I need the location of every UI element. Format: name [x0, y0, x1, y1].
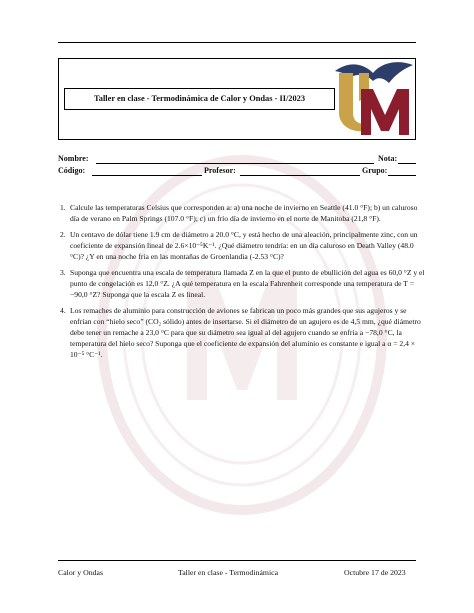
- professor-label: Profesor:: [204, 166, 236, 175]
- question-item: [60, 229, 426, 262]
- group-label: Grupo:: [362, 166, 388, 175]
- footer-rule: [58, 560, 416, 561]
- question-number: 1.: [60, 203, 66, 212]
- question-text: Los remaches de aluminio para construcción de aviones se fabrican un poco más grandes que sus agujeros y se enfrían con “hielo seco” (CO₂ sólido) antes de insertarse. Si el diámetro de un agujero es de 4,5 mm, ¿qué diámetro debe tener un remache a 23,0 °C para que su diámetro sea igual al del agujero cuando se enfría a −78,0 °C, la temperatura del hielo seco? Suponga que el coeficiente de expansión del aluminio es constante e igual a α = 2,4 × 10⁻⁵ °C⁻¹.: [70, 306, 421, 359]
- question-text: Un centavo de dólar tiene 1.9 cm de diámetro a 20.0 °C, y está hecho de una aleación, principalmente zinc, con un coeficiente de expansión lineal de 2.6×10⁻⁵K⁻¹. ¿Qué diámetro tendría: en un día caluroso en Death Valley (48.0 °C)? ¿Y en una noche fría en las montañas de Groenlandia (-2.53 °C)?: [70, 230, 418, 261]
- grade-field[interactable]: [398, 163, 416, 164]
- professor-field[interactable]: [240, 175, 360, 176]
- code-field[interactable]: [92, 175, 202, 176]
- student-info-fields: [58, 154, 416, 178]
- top-rule: [58, 42, 416, 43]
- code-row: [58, 166, 416, 178]
- question-number: 2.: [60, 230, 66, 239]
- question-number: 3.: [60, 268, 66, 277]
- question-list: [60, 202, 426, 365]
- code-label: Código:: [58, 166, 86, 175]
- question-item: [60, 305, 426, 360]
- name-row: [58, 154, 416, 166]
- footer-title: Taller en clase - Termodinámica: [178, 568, 279, 577]
- grade-label: Nota:: [378, 154, 398, 163]
- name-field[interactable]: [96, 163, 374, 164]
- group-field[interactable]: [388, 175, 416, 176]
- footer-course: Calor y Ondas: [58, 568, 104, 577]
- question-item: [60, 202, 426, 224]
- university-logo-icon: [329, 57, 417, 141]
- document-title: Taller en clase - Termodinámica de Calor y Ondas - II/2023: [64, 88, 335, 110]
- question-text: Suponga que encuentra una escala de temperatura llamada Z en la que el punto de ebullición del agua es 60,0 °Z y el punto de congelación es 12,0 °Z. ¿A qué temperatura en la escala Fahrenheit corresponde una temperatura de T = −90,0 °Z? Suponga que la escala Z es lineal.: [70, 268, 425, 299]
- question-number: 4.: [60, 306, 66, 315]
- name-label: Nombre:: [58, 154, 89, 163]
- footer-date: Octubre 17 de 2023: [344, 568, 406, 577]
- question-text: Calcule las temperaturas Celsius que corresponden a: a) una noche de invierno en Seattle (41.0 °F); b) un caluroso día de verano en Palm Springs (107.0 °F); c) un frío día de invierno en el norte de Manitoba (21,8 °F).: [70, 203, 418, 223]
- question-item: [60, 267, 426, 300]
- title-box: [58, 58, 416, 140]
